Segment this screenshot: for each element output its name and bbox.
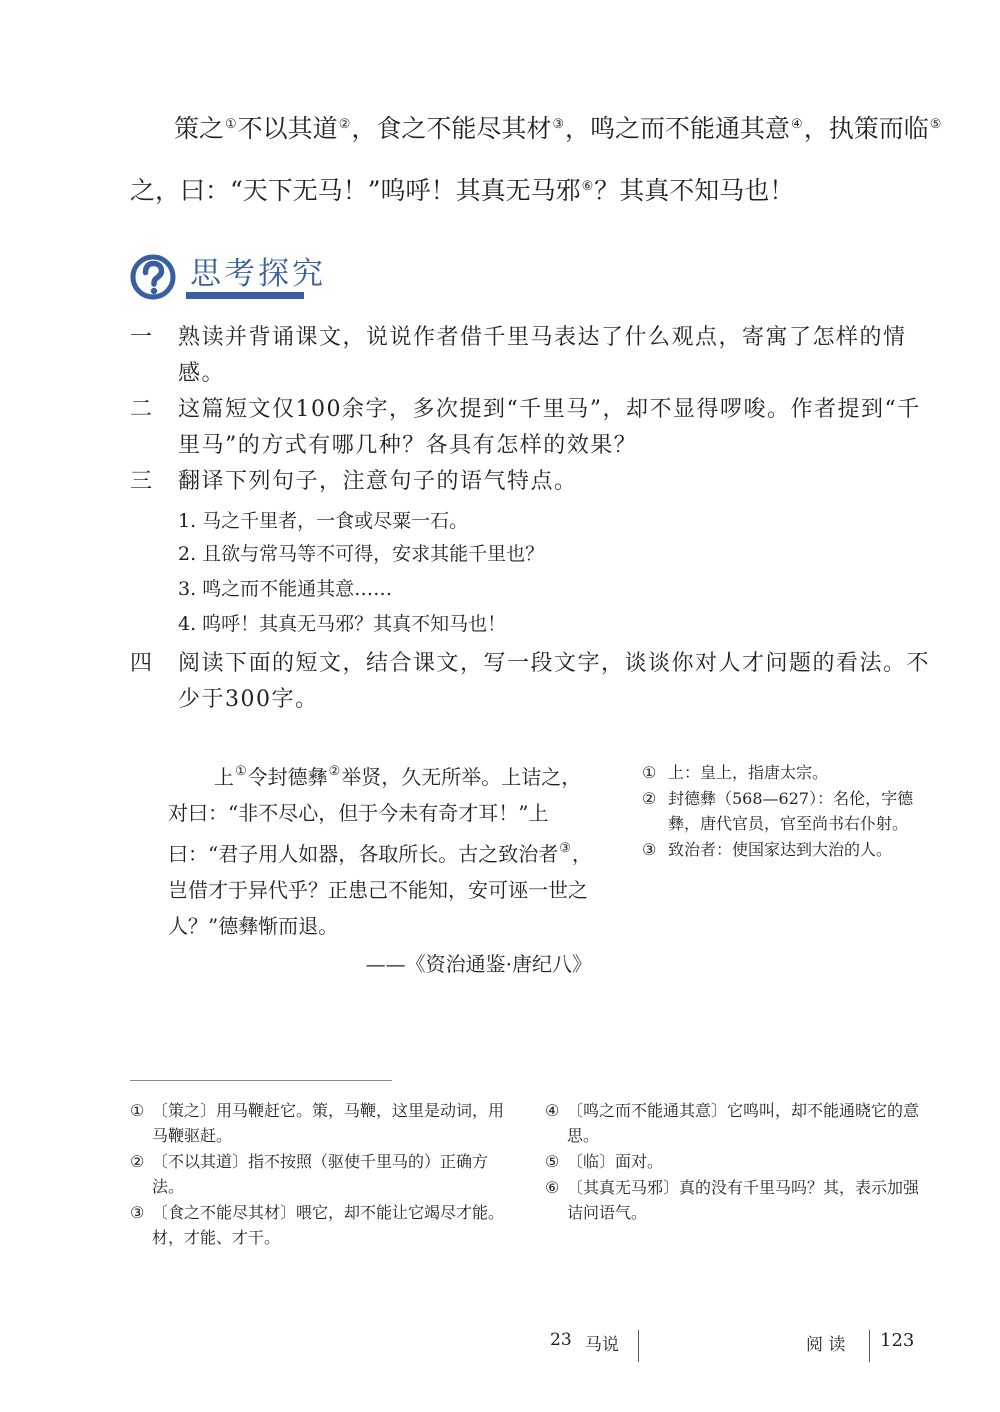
sub-item: 4. 呜呼！其真无马邪？其真不知马也！ bbox=[178, 613, 507, 635]
reading-note bbox=[642, 786, 922, 836]
footnote-ref[interactable]: ③ bbox=[559, 841, 571, 856]
passage-text: ，鸣之而不能通其意 bbox=[565, 114, 791, 143]
footnote bbox=[130, 1149, 505, 1199]
passage-text: ？其真不知马也！ bbox=[594, 176, 795, 205]
footnote-text: 〔临〕面对。 bbox=[567, 1152, 664, 1171]
footnote-ref[interactable]: ① bbox=[225, 117, 237, 132]
reading-segment: 令封德彝 bbox=[247, 765, 328, 789]
footnote-text: 〔鸣之而不能通其意〕它鸣叫，却不能通晓它的意思。 bbox=[567, 1101, 920, 1145]
footnote-marker: ① bbox=[130, 1101, 145, 1120]
footnote-marker: ④ bbox=[545, 1101, 560, 1120]
sub-item: 3. 鸣之而不能通其意…… bbox=[178, 578, 393, 600]
footnote-divider bbox=[130, 1080, 392, 1081]
question-text: 阅读下面的短文，结合课文，写一段文字，谈谈你对人才问题的看法。不少于300字。 bbox=[178, 651, 931, 712]
footnote-ref[interactable]: ① bbox=[235, 764, 247, 779]
note-text: 致治者：使国家达到大治的人。 bbox=[668, 840, 893, 859]
note-marker: ② bbox=[642, 789, 657, 808]
footnote bbox=[130, 1200, 505, 1250]
question-icon bbox=[130, 254, 176, 300]
question-3 bbox=[130, 464, 930, 500]
footnote-ref[interactable]: ④ bbox=[791, 117, 803, 132]
reading-note bbox=[642, 760, 922, 785]
lesson-number: 23 bbox=[550, 1330, 572, 1350]
footnote-text: 〔食之不能尽其材〕喂它，却不能让它竭尽才能。材，才能、才干。 bbox=[152, 1203, 505, 1247]
footnote-marker: ③ bbox=[130, 1203, 145, 1222]
note-marker: ③ bbox=[642, 840, 657, 859]
footnote bbox=[545, 1098, 920, 1148]
footnote-text: 〔策之〕用马鞭赶它。策，马鞭，这里是动词，用马鞭驱赶。 bbox=[152, 1101, 505, 1145]
footer-divider bbox=[869, 1330, 870, 1362]
footnote-ref[interactable]: ⑤ bbox=[929, 117, 942, 132]
footnote-ref[interactable]: ② bbox=[328, 764, 341, 779]
footnote-text: 〔不以其道〕指不按照（驱使千里马的）正确方法。 bbox=[152, 1152, 489, 1196]
passage-text: 之，曰：“天下无马！”呜呼！其真无马邪 bbox=[130, 176, 581, 205]
footnote-text: 〔其真无马邪〕真的没有千里马吗？其，表示加强诘问语气。 bbox=[567, 1178, 920, 1222]
passage-text: 不以其道 bbox=[237, 114, 338, 143]
footnote-ref[interactable]: ③ bbox=[552, 117, 565, 132]
footnote-marker: ② bbox=[130, 1152, 145, 1171]
passage bbox=[130, 96, 942, 220]
reading-notes bbox=[642, 760, 922, 863]
footnote-ref[interactable]: ② bbox=[338, 117, 351, 132]
reading-source: ——《资治通鉴·唐纪八》 bbox=[365, 952, 592, 976]
question-4 bbox=[130, 646, 930, 718]
page-number: 123 bbox=[880, 1330, 915, 1351]
note-text: 封德彝（568—627）：名伦，字德彝，唐代官员，官至尚书右仆射。 bbox=[668, 789, 914, 833]
footnote-marker: ⑥ bbox=[545, 1178, 560, 1197]
question-1 bbox=[130, 320, 930, 392]
question-number: 四 bbox=[130, 651, 153, 676]
passage-text: ，食之不能尽其材 bbox=[351, 114, 552, 143]
footnote bbox=[545, 1175, 920, 1225]
note-text: 上：皇上，指唐太宗。 bbox=[668, 763, 829, 782]
section-title: 思考探究 bbox=[190, 256, 326, 292]
passage-text: ，执策而临 bbox=[803, 114, 929, 143]
reading-segment: 举贤，久无所举。上诘之，对曰：“非不尽心，但于今未有奇才耳！”上曰：“君子用人如器，各取所长。古之致治者 bbox=[168, 765, 582, 866]
footnotes-right bbox=[545, 1098, 920, 1226]
reading-note bbox=[642, 837, 922, 862]
passage-text: 策之 bbox=[174, 114, 225, 143]
passage-line-2 bbox=[130, 158, 920, 220]
passage-line-1 bbox=[130, 96, 942, 158]
footnote bbox=[130, 1098, 505, 1148]
footnote bbox=[545, 1149, 920, 1174]
reading-text bbox=[168, 754, 598, 944]
reading-passage bbox=[168, 754, 598, 982]
sub-item: 2. 且欲与常马等不可得，安求其能千里也？ bbox=[178, 543, 545, 565]
reading-segment: 上 bbox=[214, 765, 234, 789]
note-marker: ① bbox=[642, 763, 657, 782]
sub-item: 1. 马之千里者，一食或尽粟一石。 bbox=[178, 510, 469, 532]
question-number: 二 bbox=[130, 397, 153, 422]
question-text: 这篇短文仅100余字，多次提到“千里马”，却不显得啰唆。作者提到“千里马”的方式有哪几种？各具有怎样的效果？ bbox=[178, 397, 921, 458]
question-text: 翻译下列句子，注意句子的语气特点。 bbox=[178, 469, 578, 494]
section-title-underline bbox=[186, 292, 304, 299]
footnote-marker: ⑤ bbox=[545, 1152, 560, 1171]
footnote-ref[interactable]: ⑥ bbox=[581, 179, 594, 194]
lesson-title: 马说 bbox=[585, 1335, 619, 1355]
question-number: 一 bbox=[130, 325, 153, 350]
question-text: 熟读并背诵课文，说说作者借千里马表达了什么观点，寄寓了怎样的情感。 bbox=[178, 325, 907, 386]
unit-label: 阅 读 bbox=[806, 1335, 846, 1355]
footer-divider bbox=[638, 1330, 639, 1362]
question-number: 三 bbox=[130, 469, 153, 494]
question-2 bbox=[130, 392, 930, 464]
footnotes-left bbox=[130, 1098, 505, 1251]
reading-segment: ，岂借才于异代乎？正患己不能知，安可诬一世之人？”德彝惭而退。 bbox=[168, 842, 592, 938]
